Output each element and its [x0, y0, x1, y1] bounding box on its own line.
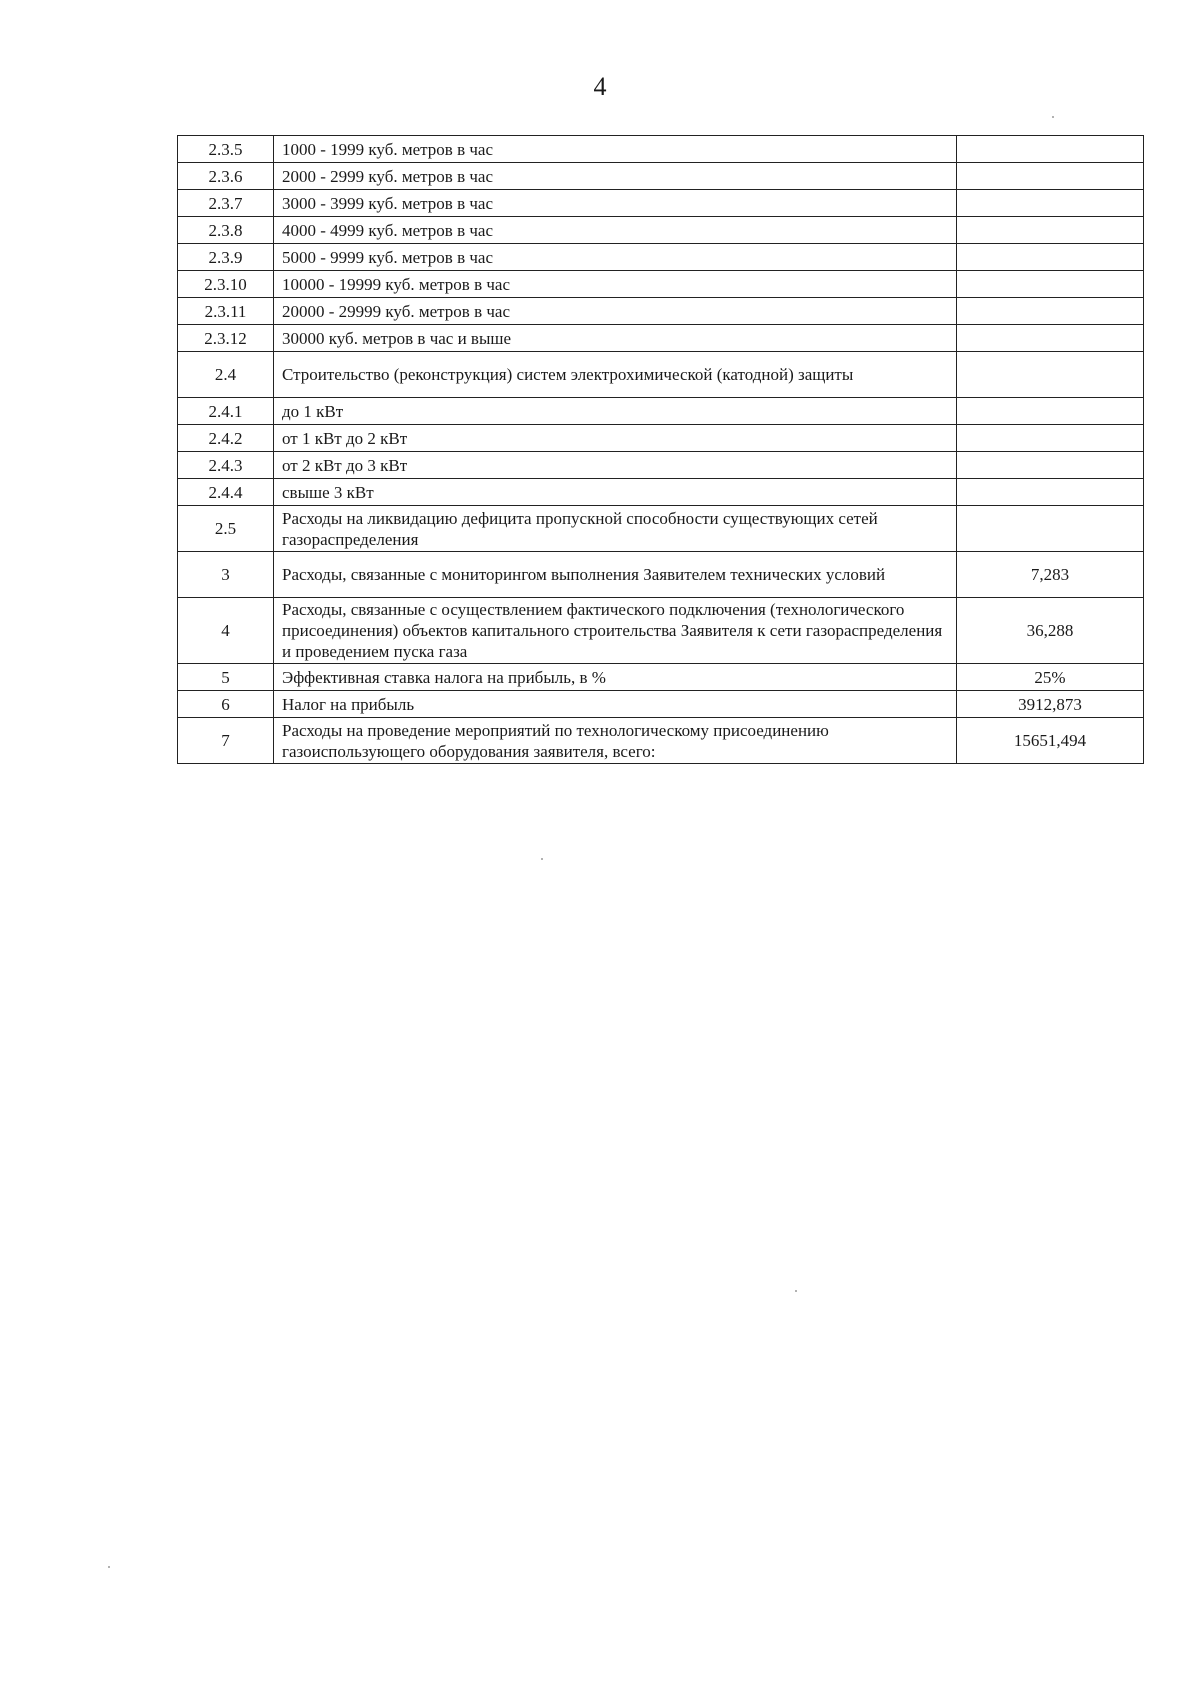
- table-row: [178, 506, 1144, 552]
- scan-speck: [108, 1566, 110, 1568]
- row-number: 2.4.2: [178, 425, 274, 452]
- row-number: 3: [178, 552, 274, 598]
- row-value: 36,288: [957, 598, 1144, 664]
- table-row: [178, 352, 1144, 398]
- row-value: [957, 298, 1144, 325]
- row-number: 2.3.7: [178, 190, 274, 217]
- table-row: [178, 325, 1144, 352]
- row-value: 15651,494: [957, 718, 1144, 764]
- row-value: [957, 190, 1144, 217]
- row-number: 5: [178, 664, 274, 691]
- row-number: 2.4.1: [178, 398, 274, 425]
- row-value: 25%: [957, 664, 1144, 691]
- row-description: до 1 кВт: [274, 398, 957, 425]
- row-description: Расходы, связанные с осуществлением фактического подключения (технологического присоединения) объектов капитального строительства Заявителя к сети газораспределения и проведением пуска газа: [274, 598, 957, 664]
- row-value: [957, 425, 1144, 452]
- row-description: 2000 - 2999 куб. метров в час: [274, 163, 957, 190]
- row-value: [957, 136, 1144, 163]
- scan-speck: [541, 858, 543, 860]
- row-value: [957, 217, 1144, 244]
- row-value: [957, 352, 1144, 398]
- row-description: Эффективная ставка налога на прибыль, в %: [274, 664, 957, 691]
- row-description: свыше 3 кВт: [274, 479, 957, 506]
- table-row: [178, 398, 1144, 425]
- row-number: 2.3.6: [178, 163, 274, 190]
- table-row: [178, 217, 1144, 244]
- row-number: 2.3.9: [178, 244, 274, 271]
- row-value: 7,283: [957, 552, 1144, 598]
- row-value: [957, 325, 1144, 352]
- row-description: Строительство (реконструкция) систем электрохимической (катодной) защиты: [274, 352, 957, 398]
- table-row: [178, 244, 1144, 271]
- table-row: [178, 552, 1144, 598]
- table-row: [178, 664, 1144, 691]
- row-number: 2.4.4: [178, 479, 274, 506]
- row-description: 30000 куб. метров в час и выше: [274, 325, 957, 352]
- scan-speck: [1052, 116, 1054, 118]
- table-row: [178, 598, 1144, 664]
- row-value: [957, 452, 1144, 479]
- table-row: [178, 136, 1144, 163]
- row-value: [957, 398, 1144, 425]
- row-value: [957, 271, 1144, 298]
- table-row: [178, 425, 1144, 452]
- row-description: 1000 - 1999 куб. метров в час: [274, 136, 957, 163]
- row-number: 2.3.10: [178, 271, 274, 298]
- row-description: 20000 - 29999 куб. метров в час: [274, 298, 957, 325]
- row-number: 2.3.12: [178, 325, 274, 352]
- row-number: 2.5: [178, 506, 274, 552]
- scan-speck: [795, 1290, 797, 1292]
- table-row: [178, 163, 1144, 190]
- page-number: 4: [593, 72, 607, 101]
- row-number: 2.3.8: [178, 217, 274, 244]
- row-description: от 1 кВт до 2 кВт: [274, 425, 957, 452]
- row-description: 5000 - 9999 куб. метров в час: [274, 244, 957, 271]
- row-value: 3912,873: [957, 691, 1144, 718]
- row-number: 7: [178, 718, 274, 764]
- row-number: 4: [178, 598, 274, 664]
- row-number: 2.3.11: [178, 298, 274, 325]
- row-description: Расходы на проведение мероприятий по технологическому присоединению газоиспользующего оборудования заявителя, всего:: [274, 718, 957, 764]
- table-row: [178, 452, 1144, 479]
- row-number: 2.4: [178, 352, 274, 398]
- table-row: [178, 190, 1144, 217]
- row-value: [957, 244, 1144, 271]
- row-value: [957, 163, 1144, 190]
- row-number: 2.3.5: [178, 136, 274, 163]
- table-row: [178, 298, 1144, 325]
- table-row: [178, 271, 1144, 298]
- row-description: Расходы, связанные с мониторингом выполнения Заявителем технических условий: [274, 552, 957, 598]
- row-value: [957, 506, 1144, 552]
- row-description: 4000 - 4999 куб. метров в час: [274, 217, 957, 244]
- row-number: 2.4.3: [178, 452, 274, 479]
- table-row: [178, 718, 1144, 764]
- cost-table: [177, 135, 1144, 764]
- row-description: от 2 кВт до 3 кВт: [274, 452, 957, 479]
- row-description: 3000 - 3999 куб. метров в час: [274, 190, 957, 217]
- row-description: Налог на прибыль: [274, 691, 957, 718]
- row-number: 6: [178, 691, 274, 718]
- row-description: Расходы на ликвидацию дефицита пропускной способности существующих сетей газораспределения: [274, 506, 957, 552]
- table-row: [178, 479, 1144, 506]
- row-value: [957, 479, 1144, 506]
- table-row: [178, 691, 1144, 718]
- row-description: 10000 - 19999 куб. метров в час: [274, 271, 957, 298]
